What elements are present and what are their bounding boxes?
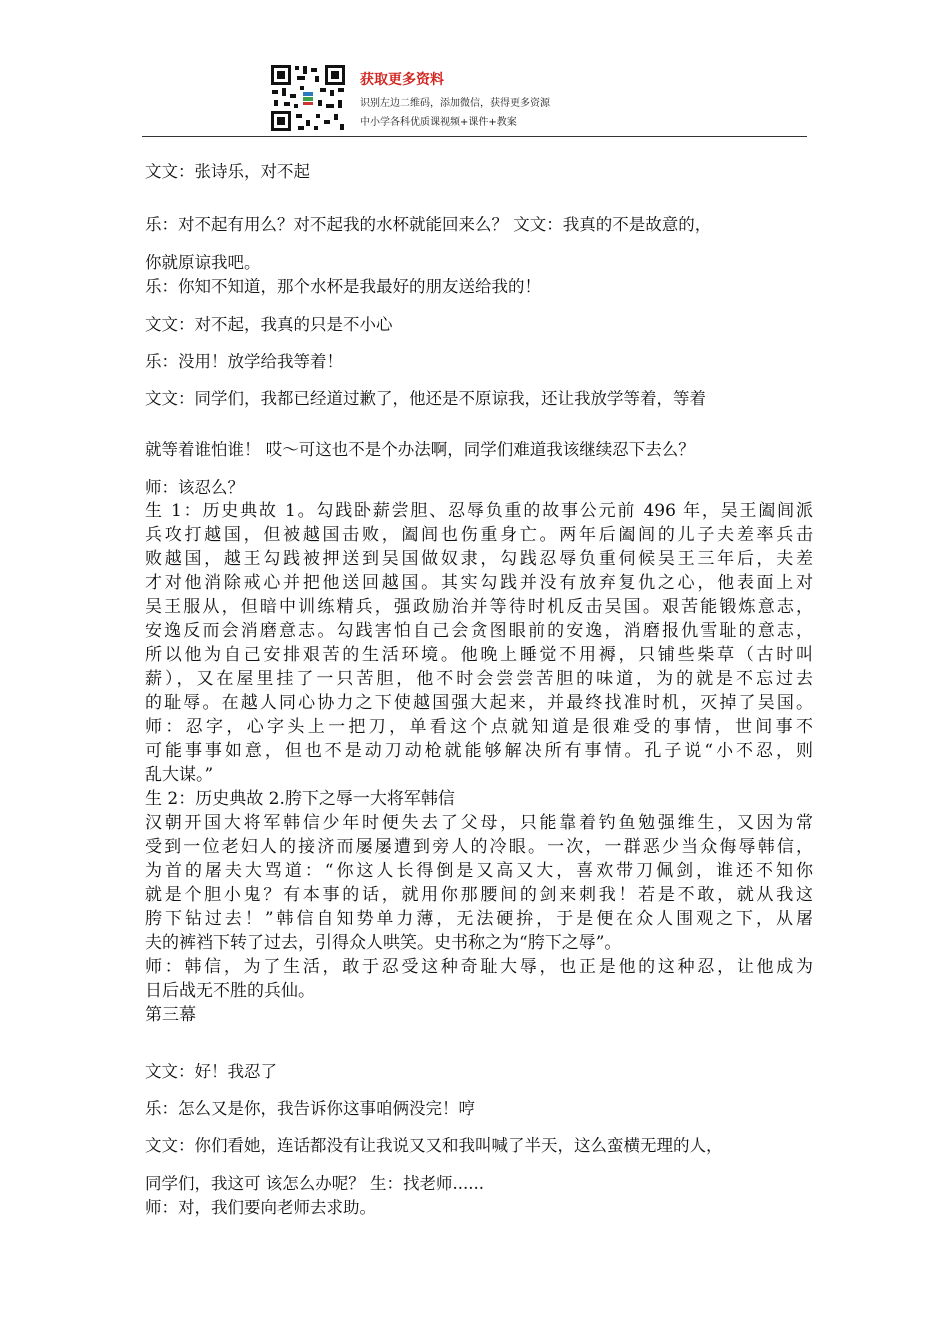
dialogue-line: 文文：你们看她，连话都没有让我说又又和我叫喊了半天，这么蛮横无理的人， bbox=[145, 1136, 723, 1155]
story-goujian bbox=[145, 499, 813, 787]
story-line: 所以他为自己安排艰苦的生活环境。他晚上睡觉不用褥，只铺些柴草（古时叫 bbox=[145, 645, 813, 665]
dialogue-line: 乐：没用！放学给我等着！ bbox=[145, 352, 343, 371]
story-line: 乱大谋。” bbox=[145, 765, 214, 785]
story-line: 胯下钻过去！”韩信自知势单力薄，无法硬拚，于是便在众人围观之下，从屠 bbox=[145, 909, 813, 929]
story-line: 吴王服从，但暗中训练精兵，强政励治并等待时机反击吴国。艰苦能锻炼意志， bbox=[145, 597, 813, 617]
story-line: 的耻辱。在越人同心协力之下使越国强大起来，并最终找准时机，灭掉了吴国。 bbox=[145, 693, 813, 713]
dialogue-line: 同学们，我这可 该怎么办呢？ 生：找老师...... bbox=[145, 1174, 484, 1193]
dialogue-line: 师：该忍么？ bbox=[145, 478, 244, 497]
story-line: 汉朝开国大将军韩信少年时便失去了父母，只能靠着钓鱼勉强维生，又因为常 bbox=[145, 813, 813, 833]
qr-code-icon bbox=[270, 64, 346, 132]
story-line: 受到一位老妇人的接济而屡屡遭到旁人的冷眼。一次，一群恶少当众侮辱韩信， bbox=[145, 837, 813, 857]
act-heading: 第三幕 bbox=[145, 1005, 196, 1025]
dialogue-line: 文文：张诗乐，对不起 bbox=[145, 162, 310, 181]
story-line: 安逸反而会消磨意志。勾践害怕自己会贪图眼前的安逸，消磨报仇雪耻的意志， bbox=[145, 621, 813, 641]
dialogue-line: 文文：好！我忍了 bbox=[145, 1062, 277, 1081]
story-line: 可能事事如意，但也不是动刀动枪就能够解决所有事情。孔子说“小不忍，则 bbox=[145, 741, 813, 761]
dialogue-line: 你就原谅我吧。 bbox=[145, 253, 261, 272]
story-line: 生 2：历史典故 2.胯下之辱一大将军韩信 bbox=[145, 789, 455, 809]
story-line: 败越国，越王勾践被押送到吴国做奴隶，勾践忍辱负重伺候吴王三年后，夫差 bbox=[145, 549, 813, 569]
story-line: 日后战无不胜的兵仙。 bbox=[145, 981, 315, 1001]
dialogue-line: 文文：同学们，我都已经道过歉了，他还是不原谅我，还让我放学等着，等着 bbox=[145, 389, 706, 408]
brand-title: 获取更多资料 bbox=[360, 72, 444, 88]
page-header bbox=[142, 60, 807, 138]
header-rule bbox=[142, 136, 807, 137]
dialogue-line: 乐：对不起有用么？对不起我的水杯就能回来么？ 文文：我真的不是故意的， bbox=[145, 215, 712, 234]
story-line: 为首的屠夫大骂道：“你这人长得倒是又高又大，喜欢带刀佩剑，谁还不知你 bbox=[145, 861, 813, 881]
dialogue-line: 乐：你知不知道，那个水杯是我最好的朋友送给我的！ bbox=[145, 277, 541, 296]
story-line: 就是个胆小鬼？有本事的话，就用你那腰间的剑来刺我！若是不敢，就从我这 bbox=[145, 885, 813, 905]
story-line: 师：韩信，为了生活，敢于忍受这种奇耻大辱，也正是他的这种忍，让他成为 bbox=[145, 957, 813, 977]
story-line: 师：忍字，心字头上一把刀，单看这个点就知道是很难受的事情，世间事不 bbox=[145, 717, 813, 737]
story-line: 生 1：历史典故 1。勾践卧薪尝胆、忍辱负重的故事公元前 496 年，吴王阖闾派 bbox=[145, 501, 813, 521]
brand-tagline: 中小学各科优质课视频+课件+教案 bbox=[360, 117, 517, 128]
story-line: 才对他消除戒心并把他送回越国。其实勾践并没有放弃复仇之心，他表面上对 bbox=[145, 573, 813, 593]
dialogue-line: 师：对，我们要向老师去求助。 bbox=[145, 1198, 376, 1217]
dialogue-line: 乐：怎么又是你，我告诉你这事咱俩没完！哼 bbox=[145, 1099, 475, 1118]
story-line: 薪），又在屋里挂了一只苦胆，他不时会尝尝苦胆的味道，为的就是不忘过去 bbox=[145, 669, 813, 689]
story-hanxin bbox=[145, 787, 813, 1027]
story-line: 夫的裤裆下转了过去，引得众人哄笑。史书称之为“胯下之辱”。 bbox=[145, 933, 622, 953]
dialogue-line: 文文：对不起，我真的只是不小心 bbox=[145, 315, 393, 334]
dialogue-line: 就等着谁怕谁！ 哎～可这也不是个办法啊，同学们难道我该继续忍下去么？ bbox=[145, 440, 695, 459]
brand-subtitle: 识别左边二维码，添加微信，获得更多资源 bbox=[360, 98, 550, 109]
story-line: 兵攻打越国，但被越国击败，阖闾也伤重身亡。两年后阖闾的儿子夫差率兵击 bbox=[145, 525, 813, 545]
